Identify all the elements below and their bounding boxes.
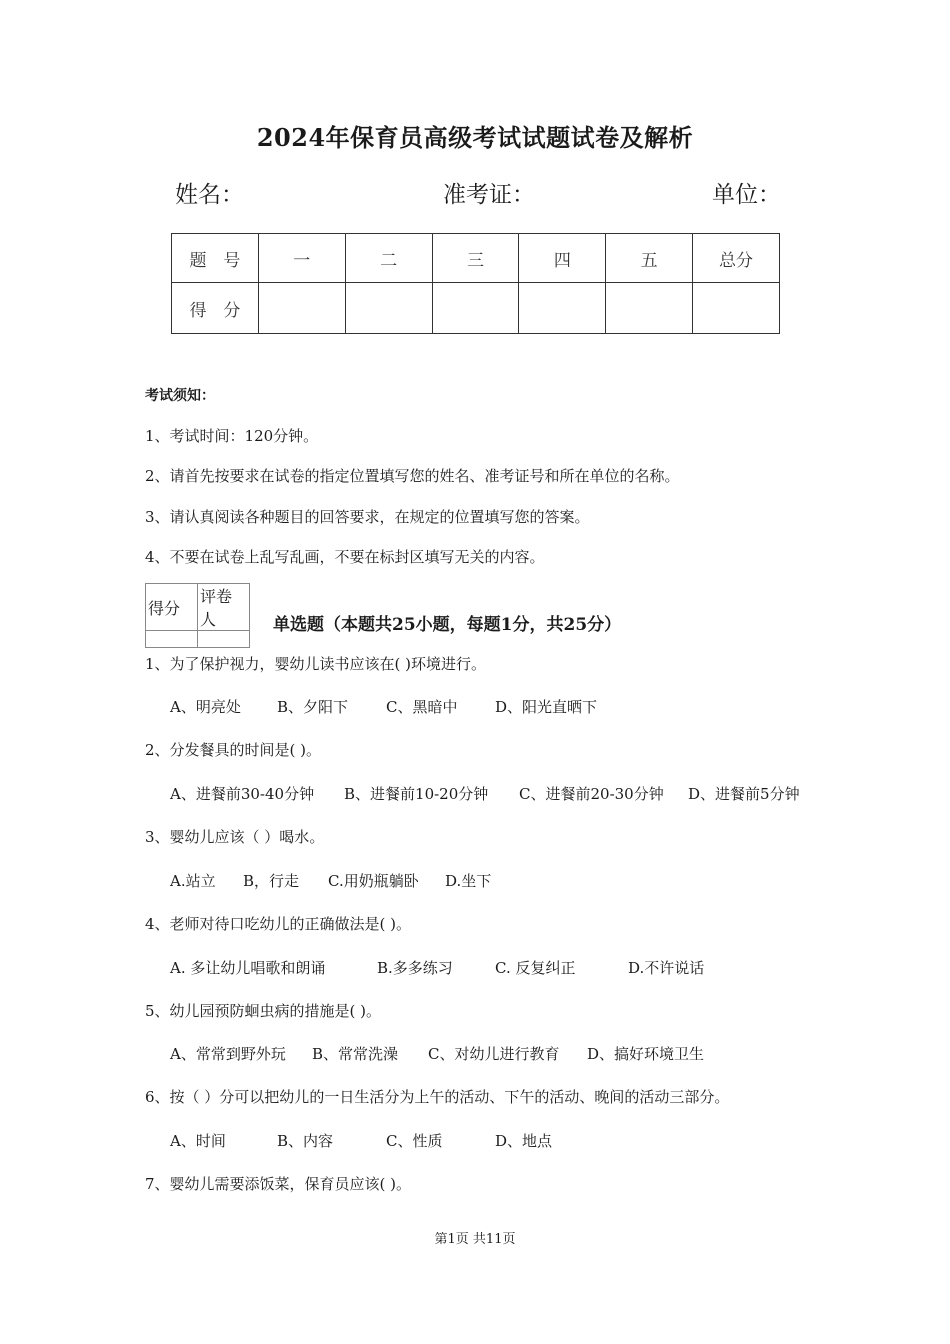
option-1d: D、阳光直晒下 [495,698,598,716]
unit-label: 单位： [712,182,781,208]
score-row-label: 得 分 [172,283,259,334]
score-cell[interactable] [693,283,780,334]
section-title: 单选题（本题共25小题，每题1分，共25分） [273,615,622,635]
option-1c: C、黑暗中 [386,698,458,716]
option-2a: A、进餐前30-40分钟 [170,785,315,803]
grader-table [145,583,250,648]
option-5c: C、对幼儿进行教育 [428,1045,560,1063]
score-cell[interactable] [519,283,606,334]
score-header-cell: 二 [345,234,432,283]
question-5: 5、幼儿园预防蛔虫病的措施是( )。 [145,1002,382,1020]
score-table-score-row [172,283,780,334]
option-6c: C、性质 [386,1132,443,1150]
option-5a: A、常常到野外玩 [170,1045,286,1063]
name-label: 姓名： [175,182,244,208]
notice-item: 3、请认真阅读各种题目的回答要求，在规定的位置填写您的答案。 [145,508,590,526]
notice-title: 考试须知： [145,388,215,404]
score-header-cell: 一 [258,234,345,283]
option-6b: B、内容 [277,1132,334,1150]
exam-id-label: 准考证： [443,182,535,208]
question-4: 4、老师对待口吃幼儿的正确做法是( )。 [145,915,412,933]
option-4d: D.不许说话 [628,959,705,977]
score-cell[interactable] [258,283,345,334]
question-1: 1、为了保护视力，婴幼儿读书应该在( )环境进行。 [145,655,487,673]
question-6: 6、按（ ）分可以把幼儿的一日生活分为上午的活动、下午的活动、晚间的活动三部分。 [145,1088,730,1106]
question-7: 7、婴幼儿需要添饭菜，保育员应该( )。 [145,1175,412,1193]
option-5b: B、常常洗澡 [312,1045,399,1063]
option-5d: D、搞好环境卫生 [587,1045,705,1063]
score-table [171,233,780,334]
question-3: 3、婴幼儿应该（ ）喝水。 [145,828,325,846]
option-3b: B，行走 [243,872,300,890]
notice-item: 4、不要在试卷上乱写乱画，不要在标封区填写无关的内容。 [145,548,545,566]
option-6d: D、地点 [495,1132,553,1150]
score-header-cell: 三 [432,234,519,283]
grader-score-cell[interactable] [146,631,198,648]
option-2c: C、进餐前20-30分钟 [519,785,664,803]
score-header-cell: 总分 [693,234,780,283]
notice-item: 1、考试时间：120分钟。 [145,427,319,445]
score-header-cell: 四 [519,234,606,283]
option-2b: B、进餐前10-20分钟 [344,785,489,803]
grader-name-label: 评卷人 [198,584,250,631]
score-cell[interactable] [606,283,693,334]
option-4a: A. 多让幼儿唱歌和朗诵 [170,959,326,977]
option-3c: C.用奶瓶躺卧 [328,872,419,890]
option-4b: B.多多练习 [377,959,453,977]
option-1a: A、明亮处 [170,698,241,716]
score-cell[interactable] [432,283,519,334]
option-1b: B、夕阳下 [277,698,349,716]
page-title: 2024年保育员高级考试试题试卷及解析 [256,123,694,152]
grader-score-label: 得分 [146,584,198,631]
option-3a: A.站立 [170,872,216,890]
option-3d: D.坐下 [445,872,492,890]
page-footer: 第1页 共11页 [434,1232,516,1247]
option-6a: A、时间 [170,1132,226,1150]
score-header-cell: 题 号 [172,234,259,283]
question-2: 2、分发餐具的时间是( )。 [145,741,322,759]
option-2d: D、进餐前5分钟 [688,785,800,803]
option-4c: C. 反复纠正 [495,959,576,977]
score-header-cell: 五 [606,234,693,283]
notice-item: 2、请首先按要求在试卷的指定位置填写您的姓名、准考证号和所在单位的名称。 [145,467,680,485]
grader-name-cell[interactable] [198,631,250,648]
score-cell[interactable] [345,283,432,334]
score-table-header-row [172,234,780,283]
